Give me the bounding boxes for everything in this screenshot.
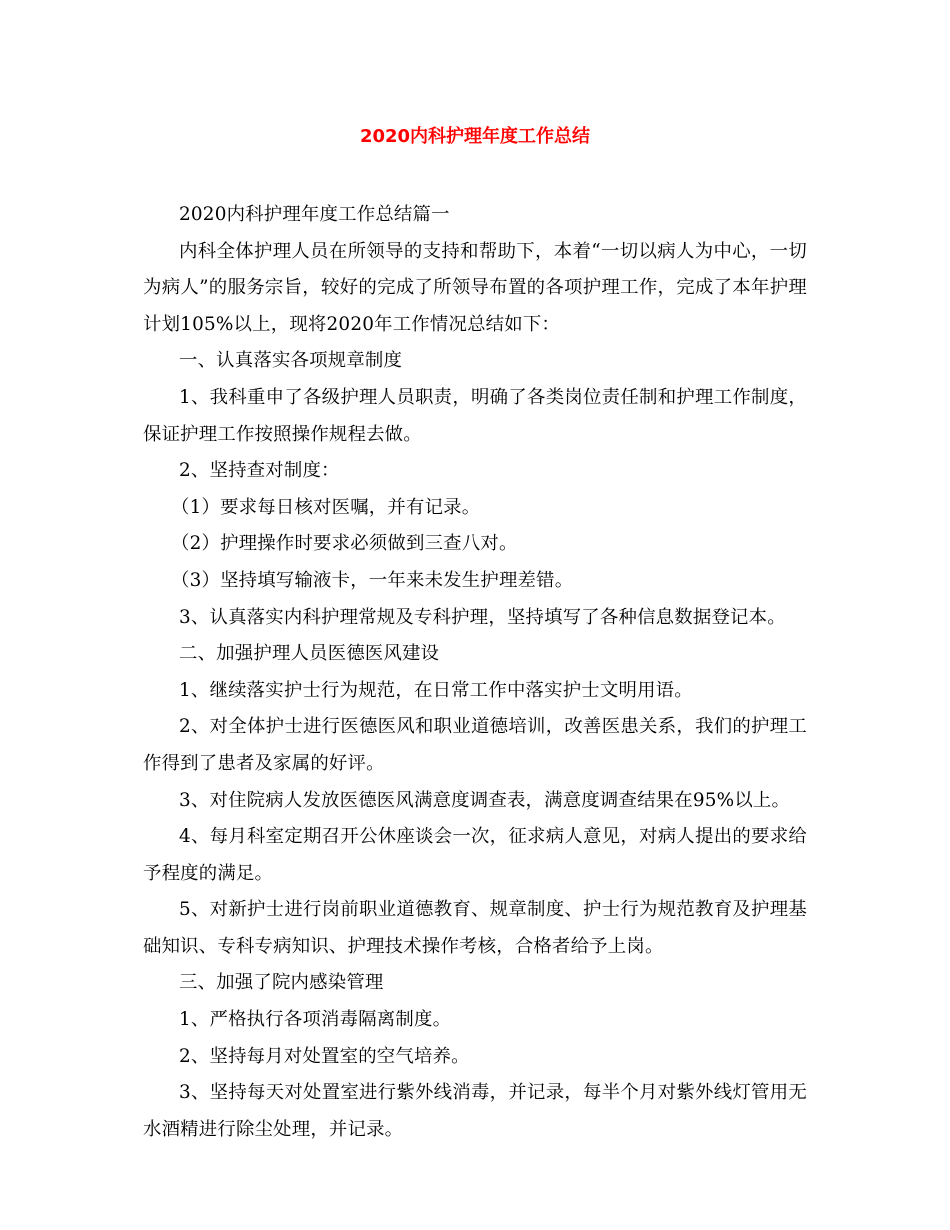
document-body	[143, 197, 807, 1148]
section-heading: 三、加强了院内感染管理	[179, 972, 384, 994]
list-item: （1）要求每日核对医嘱，并有记录。	[171, 496, 481, 518]
section-heading: 一、认真落实各项规章制度	[179, 350, 403, 372]
document-title: 2020内科护理年度工作总结	[359, 126, 591, 147]
paragraph: 4、每月科室定期召开公休座谈会一次，征求病人意见，对病人提出的要求给予程度的满足。	[143, 826, 807, 884]
paragraph: 1、我科重申了各级护理人员职责，明确了各类岗位责任制和护理工作制度，保证护理工作按照操作规程去做。	[143, 386, 807, 445]
paragraph: 3、对住院病人发放医德医风满意度调查表，满意度调查结果在95%以上。	[179, 789, 791, 811]
paragraph: 1、严格执行各项消毒隔离制度。	[179, 1009, 452, 1031]
list-item: （3）坚持填写输液卡，一年来未发生护理差错。	[171, 569, 574, 591]
paragraph: 1、继续落实护士行为规范，在日常工作中落实护士文明用语。	[179, 679, 693, 701]
paragraph: 3、坚持每天对处置室进行紫外线消毒，并记录，每半个月对紫外线灯管用无水酒精进行除尘处理，并记录。	[143, 1082, 807, 1140]
paragraph: 内科全体护理人员在所领导的支持和帮助下，本着“一切以病人为中心，一切为病人”的服务宗旨，较好的完成了所领导布置的各项护理工作，完成了本年护理计划105%以上，现将2020年工作情况总结如下：	[143, 240, 807, 335]
list-item: （2）护理操作时要求必须做到三查八对。	[171, 533, 518, 555]
paragraph: 5、对新护士进行岗前职业道德教育、规章制度、护士行为规范教育及护理基础知识、专科专病知识、护理技术操作考核，合格者给予上岗。	[143, 899, 807, 957]
section-heading: 二、加强护理人员医德医风建设	[179, 643, 440, 665]
paragraph: 2、对全体护士进行医德医风和职业道德培训，改善医患关系，我们的护理工作得到了患者及家属的好评。	[143, 716, 807, 774]
paragraph: 2、坚持查对制度：	[179, 460, 340, 482]
paragraph: 2、坚持每月对处置室的空气培养。	[179, 1045, 470, 1067]
section-heading: 2020内科护理年度工作总结篇一	[179, 204, 450, 225]
paragraph: 3、认真落实内科护理常规及专科护理，坚持填写了各种信息数据登记本。	[179, 606, 786, 628]
